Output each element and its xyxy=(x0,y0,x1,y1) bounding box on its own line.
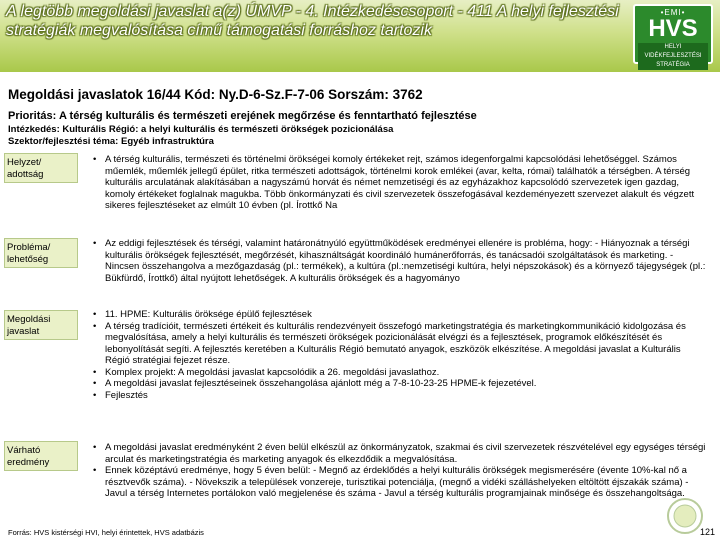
section-content-situation xyxy=(86,154,708,212)
header-banner xyxy=(0,0,720,72)
list-item: • Fejlesztés xyxy=(98,390,708,402)
section-label-situation: Helyzet/ adottság xyxy=(4,153,78,183)
logo-sub-text: HELYI VIDÉKFEJLESZTÉSI STRATÉGIA xyxy=(638,43,708,70)
list-item: • Komplex projekt: A megoldási javaslat kapcsolódik a 26. megoldási javaslathoz. xyxy=(98,367,708,379)
sector-line: Szektor/fejlesztési téma: Egyéb infrastruktúra xyxy=(8,136,214,147)
priority-line: Prioritás: A térség kulturális és természeti erejének megőrzése és fenntartható fejlesztése xyxy=(8,110,477,122)
measure-line: Intézkedés: Kulturális Régió: a helyi kulturális és természeti örökségek pozicionálása xyxy=(8,124,394,135)
plan-title: Megoldási javaslatok 16/44 Kód: Ny.D-6-Sz.F-7-06 Sorszám: 3762 xyxy=(8,87,423,102)
list-item: • Az eddigi fejlesztések és térségi, valamint határonátnyúló együttműködések eredményei ellenére is probléma, hogy: - Hiányoznak a térségi kulturális örökségek fejlesztését, megőrzését, kihasználtságát koordináló humánerőforrás, és tanácsadói szolgáltatások és marketing. - Nincsen összehangolva a mezőgazdaság (pl.: termékek), a kultúra (pl.:nemzetiségi kultúra, helyi népszokások) és a környező tájegységek (pl.: Bükfürdő, Írottkő) által nyújtott lehetőségek. A kulturális örökségek és a hagyományo xyxy=(98,238,708,284)
section-label-proposal: Megoldási javaslat xyxy=(4,310,78,340)
hvs-logo xyxy=(633,4,713,68)
section-content-expected-result xyxy=(86,442,708,500)
list-item: • 11. HPME: Kulturális öröksége épülő fejlesztések xyxy=(98,309,708,321)
logo-top-text: •EMI• xyxy=(660,8,686,17)
list-item: • A térség tradícióit, természeti értékeit és kulturális rendezvényeit összefogó marketingstratégia és marketingkommunikáció kidolgozása és megvalósítása, amely a helyi kulturális és természeti örökségek pozicionálását elvégzi és a fejlesztések, programok előkészítését és lebonyolítását segíti. A fejlesztés keretében a Kulturális Régió bemutató anyagok, eszközök elkészítése. A megoldási javaslat a Kulturális Régió stratégiai fejezet része. xyxy=(98,321,708,367)
section-label-expected-result: Várható eredmény xyxy=(4,441,78,471)
section-label-problem: Probléma/ lehetőség xyxy=(4,238,78,268)
source-footer: Forrás: HVS kistérségi HVI, helyi érintettek, HVS adatbázis xyxy=(8,528,204,537)
section-content-problem xyxy=(86,238,708,284)
logo-main-text: HVS xyxy=(648,15,698,42)
page-number: 121 xyxy=(700,527,716,537)
header-title: A legtöbb megoldási javaslat a(z) ÚMVP - 4. Intézkedéscsoport - 411 A helyi fejlesztési stratégiák megvalósítása című támogatási forráshoz tartozik xyxy=(6,3,619,39)
list-item: • A megoldási javaslat fejlesztéseinek összehangolása ajánlott még a 7-8-10-23-25 HPME-k fejezetével. xyxy=(98,378,708,390)
list-item: • A megoldási javaslat eredményként 2 éven belül elkészül az önkormányzatok, szakmai és civil szervezetek részvételével egy egységes térségi arculat és marketingstratégia és marketing anyagok és elkezdődik a megvalósítása. xyxy=(98,442,708,465)
list-item: • A térség kulturális, természeti és történelmi örökségei komoly értékeket rejt, számos idegenforgalmi kapcsolódási lehetőséggel. Számos műemlék, műemlék jellegű épület, ritka természeti adottságok, történelmi korok emlékei (avar, kelta, római) találhatók a térségben. A térség kulturális arculatának alakításában a nagyszámú horvát és német nemzetiségi és az egyházakhoz kapcsolódó szervezetek igen gazdag, komoly értékeket foglalnak magukba. Több önkormányzati és civil szervezetek összefogásával kezdeményezett szervezet alakult és végzett sikeres fejlesztéseket az elmúlt 10 évben (pl. Írottkő Na xyxy=(98,154,708,212)
section-content-proposal xyxy=(86,309,708,401)
list-item: • Ennek középtávú eredménye, hogy 5 éven belül: - Megnő az érdeklődés a helyi kulturális örökségek megismerésére (évente 10%-kal nő a résztvevők száma). - Növekszik a települések vonzereje, turisztikai potenciálja, (megnő a vidéki szálláshelyeken eltöltött éjszakák száma) - Javul a térség Internetes portálokon való megjelenése és száma - Javul a térség kulturális programjainak minősége és összehangoltsága. xyxy=(98,465,708,500)
